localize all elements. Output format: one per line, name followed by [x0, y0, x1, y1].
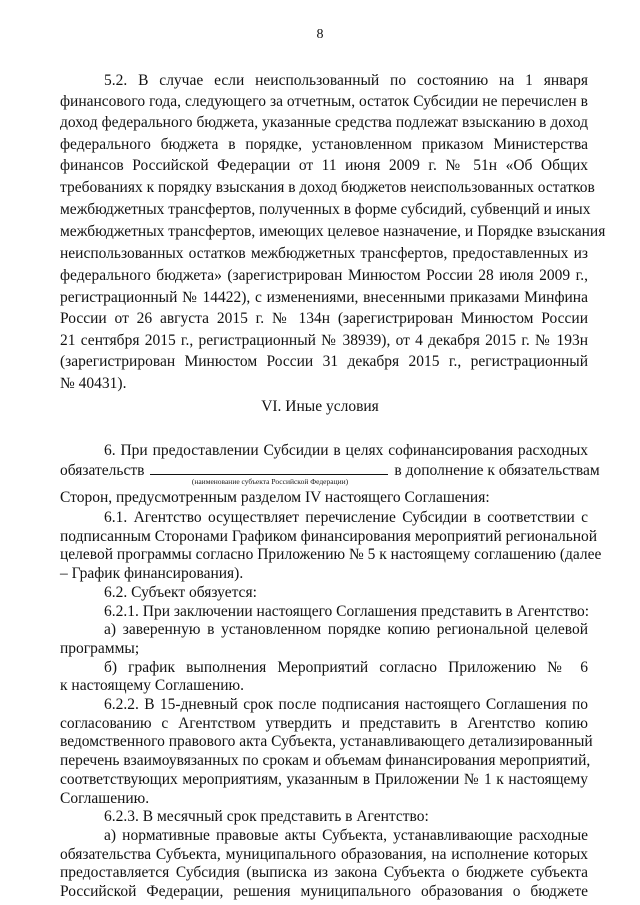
paragraph-line: 5.2. В случае если неиспользованный по состоянию на 1 января	[104, 72, 588, 89]
paragraph-line: межбюджетных трансфертов, полученных в форме субсидий, субвенций и иных	[60, 201, 591, 218]
paragraph-line: федерального бюджета в порядке, установленном приказом Министерства	[60, 136, 588, 153]
paragraph-line: финансов Российской Федерации от 11 июня 2009 г. № 51н «Об Общих	[60, 157, 588, 174]
body-line: ведомственного правового акта Субъекта, устанавливающего детализированный	[60, 733, 593, 750]
body-line: к настоящему Соглашению.	[60, 677, 244, 694]
body-line: Соглашению.	[60, 790, 150, 807]
paragraph-line: финансового года, следующего за отчетным, остаток Субсидии не перечислен в	[60, 93, 588, 110]
body-line: обязательства Субъекта, муниципального образования, на исполнение которых	[60, 846, 588, 863]
paragraph-line: № 40431).	[60, 375, 127, 392]
body-line: 6.2.1. При заключении настоящего Соглашения представить в Агентство:	[104, 603, 590, 620]
paragraph-line: регистрационный № 14422), с изменениями, внесенными приказами Минфина	[60, 289, 588, 306]
para-6-obligations-suffix: в дополнение к обязательствам	[394, 462, 600, 479]
page-number: 8	[316, 27, 324, 42]
para-6-obligations-label: обязательств	[60, 462, 145, 479]
body-line: а) нормативные правовые акты Субъекта, устанавливающие расходные	[104, 827, 588, 844]
paragraph-line: требованиях к порядку взыскания в доход бюджетов неиспользованных остатков	[60, 179, 595, 196]
paragraph-line: (зарегистрирован Минюстом России 31 декабря 2015 г., регистрационный	[60, 353, 588, 370]
subject-name-blank	[150, 460, 388, 475]
body-line: программы;	[60, 640, 140, 657]
paragraph-line: 21 сентября 2015 г., регистрационный № 38939), от 4 декабря 2015 г. № 193н	[60, 332, 588, 349]
body-line: соответствующих мероприятиям, указанным в Приложении № 1 к настоящему	[60, 771, 588, 788]
section-title: VI. Иные условия	[261, 398, 379, 415]
body-line: 6.1. Агентство осуществляет перечисление Субсидии в соответствии с	[104, 509, 588, 526]
body-line: – График финансирования).	[60, 565, 244, 582]
body-line: согласованию с Агентством утвердить и представить в Агентство копию	[60, 715, 588, 732]
paragraph-line: России от 26 августа 2015 г. № 134н (зарегистрирован Минюстом России	[60, 310, 588, 327]
blank-caption: (наименование субъекта Российской Федерации)	[191, 477, 349, 486]
paragraph-line: межбюджетных трансфертов, имеющих целевое назначение, и Порядке взыскания	[60, 223, 606, 240]
body-line: Российской Федерации, решения муниципального образования о бюджете	[60, 883, 588, 900]
body-line: перечень взаимоувязанных по срокам и объемам финансирования мероприятий,	[60, 752, 591, 769]
para-6-line-1: 6. При предоставлении Субсидии в целях софинансирования расходных	[104, 442, 588, 459]
paragraph-line: доход федерального бюджета, указанные средства подлежат взысканию в доход	[60, 114, 588, 131]
paragraph-line: федерального бюджета» (зарегистрирован Минюстом России 28 июля 2009 г.,	[60, 267, 588, 284]
body-line: целевой программы согласно Приложению № 5 к настоящему соглашению (далее	[60, 546, 602, 563]
body-line: предоставляется Субсидия (выписка из закона Субъекта о бюджете субъекта	[60, 864, 588, 881]
body-line: б) график выполнения Мероприятий согласно Приложению № 6	[104, 659, 588, 676]
body-line: подписанным Сторонами Графиком финансирования мероприятий региональной	[60, 528, 598, 545]
body-line: 6.2.3. В месячный срок представить в Агентство:	[104, 808, 429, 825]
body-line: 6.2.2. В 15-дневный срок после подписания настоящего Соглашения по	[104, 696, 588, 713]
body-line: 6.2. Субъект обязуется:	[104, 584, 257, 601]
para-6-line-3: Сторон, предусмотренным разделом IV настоящего Соглашения:	[60, 489, 490, 506]
paragraph-line: неиспользованных остатков межбюджетных трансфертов, предоставленных из	[60, 245, 588, 262]
body-line: а) заверенную в установленном порядке копию региональной целевой	[104, 621, 588, 638]
